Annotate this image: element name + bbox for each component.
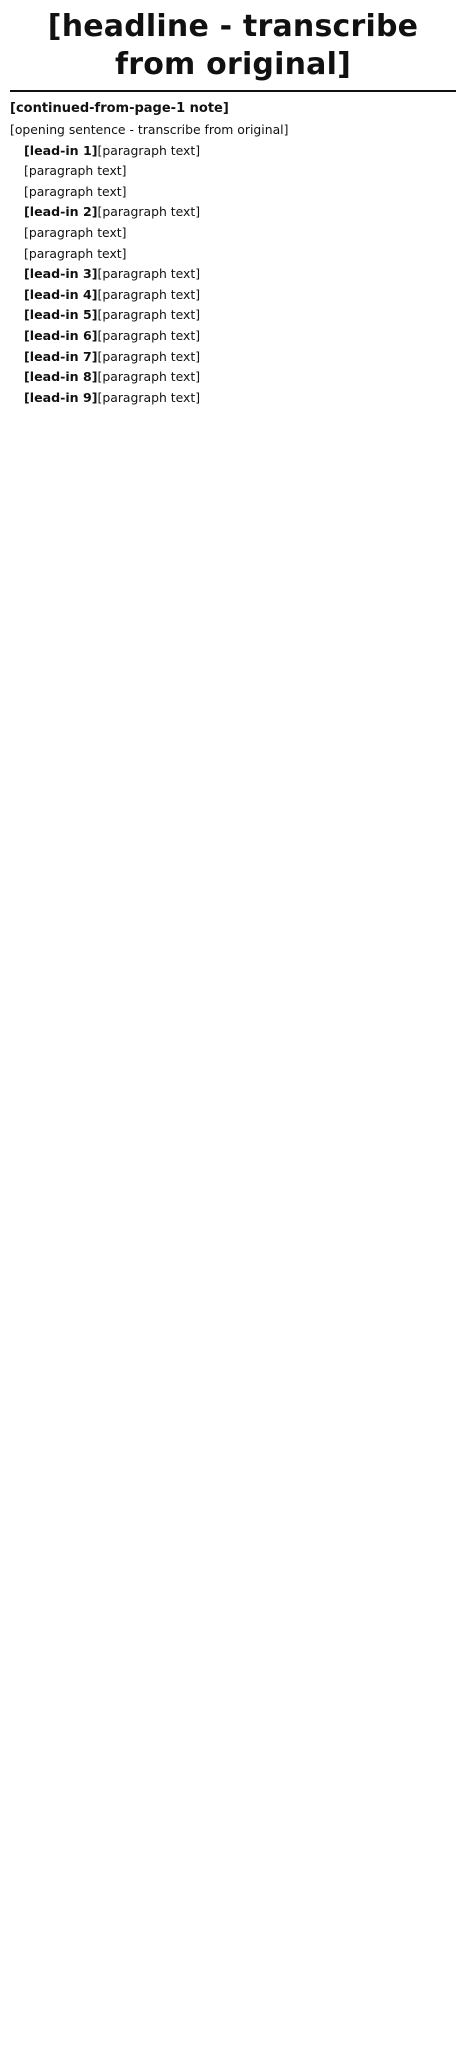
article-paragraph: [10, 225, 456, 242]
paragraph-lead: [lead-in 5]: [24, 307, 98, 323]
paragraph-lead: [lead-in 3]: [24, 266, 98, 282]
paragraph-text: [paragraph text]: [24, 245, 127, 261]
article-paragraph: [10, 143, 456, 160]
article-paragraph: [10, 287, 456, 304]
paragraph-text: [paragraph text]: [97, 286, 201, 302]
paragraph-lead: [lead-in 8]: [24, 369, 98, 385]
paragraph-lead: [lead-in 9]: [24, 389, 98, 405]
paragraph-text: [paragraph text]: [97, 204, 201, 220]
paragraph-lead: [lead-in 6]: [24, 327, 98, 343]
article-paragraph: [10, 184, 456, 201]
paragraph-text: [opening sentence - transcribe from original]: [10, 122, 289, 137]
paragraph-text: [paragraph text]: [24, 224, 127, 240]
paragraph-lead: [lead-in 4]: [24, 286, 98, 302]
paragraph-lead: [lead-in 1]: [24, 142, 98, 158]
paragraph-text: [paragraph text]: [97, 348, 201, 364]
article-paragraph: [10, 390, 456, 407]
paragraph-text: [paragraph text]: [97, 327, 201, 343]
paragraph-text: [paragraph text]: [97, 142, 201, 158]
article-paragraph: [10, 246, 456, 263]
headline-rule: [10, 90, 456, 92]
paragraph-text: [paragraph text]: [97, 307, 201, 323]
paragraph-text: [paragraph text]: [24, 183, 127, 199]
paragraph-lead: [lead-in 7]: [24, 348, 98, 364]
paragraph-text: [paragraph text]: [24, 163, 127, 179]
article-paragraph: [10, 307, 456, 324]
article-paragraph: [10, 369, 456, 386]
article-body: [10, 122, 456, 406]
article-paragraph: [10, 122, 456, 139]
paragraph-lead: [lead-in 2]: [24, 204, 98, 220]
article-paragraph: [10, 163, 456, 180]
article-paragraph: [10, 204, 456, 221]
paragraph-text: [paragraph text]: [97, 369, 201, 385]
paragraph-text: [paragraph text]: [97, 389, 201, 405]
article-paragraph: [10, 328, 456, 345]
continued-note: [continued-from-page-1 note]: [10, 101, 229, 116]
headline: [headline - transcribe from original]: [47, 9, 419, 82]
article-paragraph: [10, 349, 456, 366]
paragraph-text: [paragraph text]: [97, 266, 201, 282]
article-paragraph: [10, 266, 456, 283]
